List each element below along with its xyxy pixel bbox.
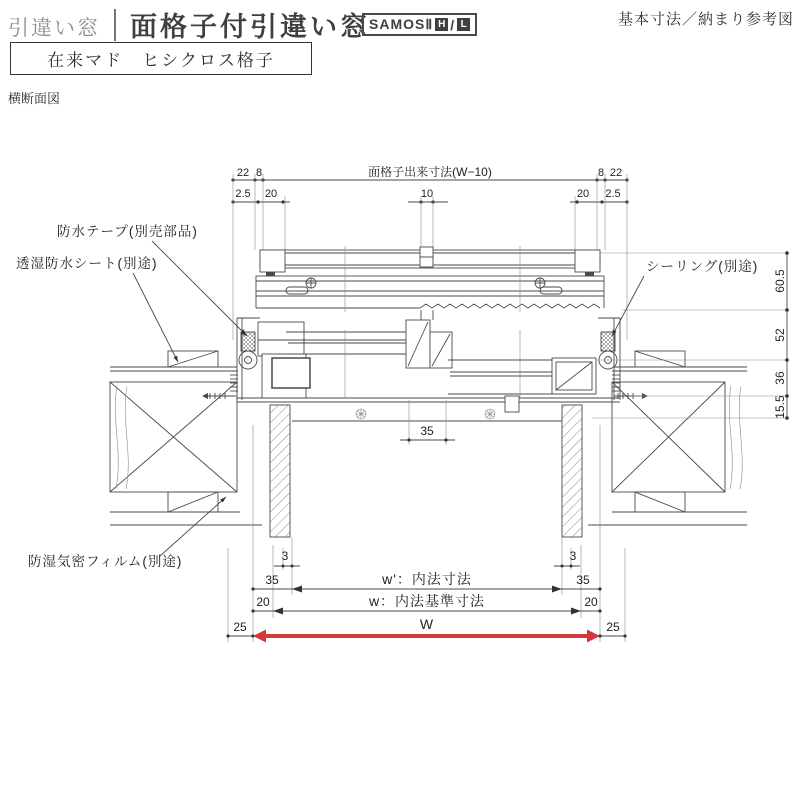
dim-10-center: 10	[420, 188, 434, 200]
top-dimension-row-1	[231, 164, 628, 182]
dim-2-5-left: 2.5	[235, 188, 251, 200]
callout-breathable-sheet	[16, 255, 178, 362]
right-dimension-chain	[592, 251, 789, 420]
security-grille	[256, 246, 604, 320]
series-name: SAMOSⅡ	[369, 16, 434, 32]
dim-52: 52	[773, 328, 787, 342]
wall-left	[110, 351, 262, 525]
waterproof-tape-label: 防水テープ(別売部品)	[57, 224, 198, 239]
grade-separator: /	[450, 16, 456, 33]
dim-2-5-right: 2.5	[605, 188, 621, 200]
wall-right	[588, 351, 747, 525]
grille-screw-right	[535, 278, 545, 288]
dim-3-right: 3	[569, 549, 577, 563]
dim-25-right: 25	[606, 620, 620, 634]
dim-22-right: 22	[609, 167, 623, 179]
sealing-block-left	[241, 332, 255, 351]
jamb-left	[258, 322, 304, 356]
dim-60-5: 60.5	[773, 269, 787, 293]
dim-20-left: 20	[264, 188, 278, 200]
overall-width-label: W	[419, 616, 435, 632]
meeting-stile	[406, 320, 452, 368]
interior-face	[292, 409, 562, 421]
window-category-label: 引違い窓	[8, 17, 100, 40]
doc-type-label: 基本寸法／納まり参考図	[617, 11, 794, 28]
dim-20-bottom-left: 20	[256, 595, 270, 609]
callout-moisture-film	[28, 497, 226, 569]
dim-3-left: 3	[281, 549, 289, 563]
view-label: 横断面図	[8, 91, 61, 106]
grade-l-badge: L	[457, 18, 470, 31]
sill-screw-right	[485, 409, 495, 419]
page-title: 面格子付引違い窓	[130, 12, 370, 42]
grille-slot-right	[540, 287, 562, 294]
base-width-label: w：内法基準寸法	[368, 593, 486, 609]
grille-center-clip	[420, 247, 433, 257]
dim-stile-35: 35	[420, 424, 434, 438]
dim-25-left: 25	[233, 620, 247, 634]
inner-width-label: w'：内法寸法	[382, 571, 472, 587]
interior-sash	[345, 330, 596, 412]
grille-screw-left	[306, 278, 316, 288]
callout-sealing	[612, 258, 758, 336]
sash-roller-part	[505, 396, 519, 412]
breathable-sheet-label: 透湿防水シート(別途)	[16, 256, 158, 271]
callout-waterproof-tape	[57, 223, 247, 336]
stile-dimension	[400, 400, 455, 445]
dim-35-bottom-right: 35	[576, 573, 590, 587]
dim-15-5: 15.5	[773, 395, 787, 419]
grille-slot-left	[286, 287, 308, 294]
grille-bracket-left	[260, 250, 285, 272]
subtitle-box: 在来マド ヒシクロス格子	[10, 42, 312, 75]
casing-left	[270, 405, 290, 537]
casing-right	[562, 405, 582, 537]
dim-8-right: 8	[597, 167, 605, 179]
sill-screw-left	[356, 409, 366, 419]
grade-h-badge: H	[435, 18, 448, 31]
dim-35-bottom-left: 35	[265, 573, 279, 587]
dim-8-left: 8	[255, 167, 263, 179]
grille-bracket-right	[575, 250, 600, 272]
sealing-label: シーリング(別途)	[646, 259, 759, 274]
dim-22-left: 22	[236, 167, 250, 179]
dim-20-right: 20	[576, 188, 590, 200]
dim-20-bottom-right: 20	[584, 595, 598, 609]
moisture-film-label: 防湿気密フィルム(別途)	[28, 554, 183, 569]
dim-36: 36	[773, 371, 787, 385]
dim-grille-width: 面格子出来寸法(W−10)	[368, 165, 492, 179]
